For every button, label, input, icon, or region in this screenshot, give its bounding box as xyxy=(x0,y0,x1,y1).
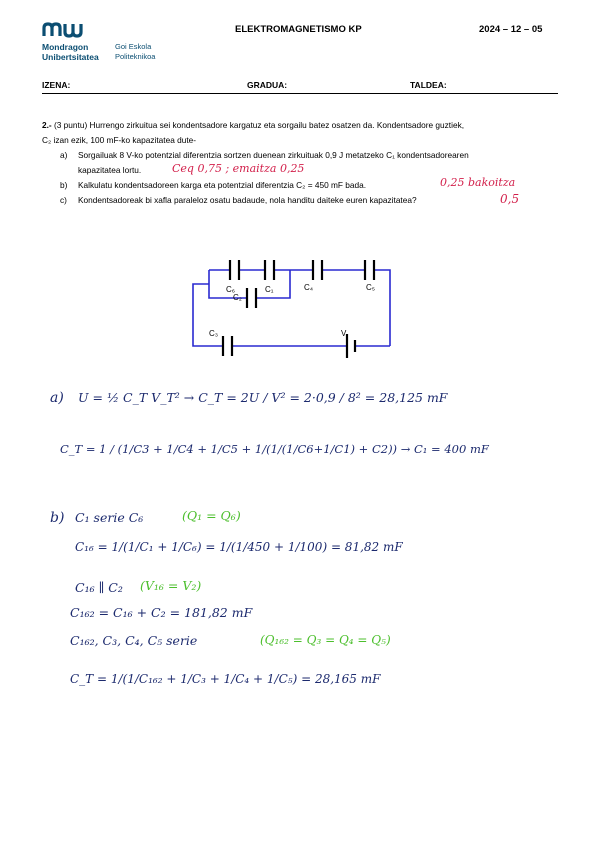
grade-field: GRADUA: xyxy=(247,80,288,90)
university-logo-icon xyxy=(42,22,88,38)
school-line-2: Politeknikoa xyxy=(115,52,156,61)
solution-b-line-5: C₁₆₂, C₃, C₄, C₅ serie xyxy=(70,633,198,648)
question-block xyxy=(42,118,562,148)
c5-label: C₅ xyxy=(366,283,375,292)
circuit-diagram xyxy=(185,230,400,365)
capacitor-plates xyxy=(223,260,374,358)
question-intro-line-2: C₂ izan ezik, 100 mF-ko kapazitatea dute- xyxy=(42,135,197,145)
exam-date: 2024 – 12 – 05 xyxy=(479,24,543,35)
item-b-text: Kalkulatu kondentsadoreen karga eta potentzial diferentzia C₂ = 450 mF bada. xyxy=(78,180,367,190)
name-field: IZENA: xyxy=(42,80,71,90)
grade-note-a: Ceq 0,75 ; emaitza 0,25 xyxy=(172,162,305,175)
solution-b-label: b) xyxy=(50,510,65,526)
solution-b-line-1: C₁ serie C₆ xyxy=(75,510,144,525)
item-a-text xyxy=(78,148,558,178)
school-name xyxy=(115,42,155,62)
school-line-1: Goi Eskola xyxy=(115,42,152,51)
grade-note-c: 0,5 xyxy=(500,192,520,206)
item-a-line-2: kapazitatea lortu. xyxy=(78,165,142,175)
exam-title: ELEKTROMAGNETISMO KP xyxy=(235,24,362,35)
logo-line-2: Unibertsitatea xyxy=(42,52,99,62)
v-label: V xyxy=(341,329,347,338)
logo-name xyxy=(42,42,99,62)
item-c-label: c) xyxy=(60,195,67,205)
solution-b-note-3: (V₁₆ = V₂) xyxy=(140,578,202,593)
solution-b-line-6: C_T = 1/(1/C₁₆₂ + 1/C₃ + 1/C₄ + 1/C₅) = 28,165 mF xyxy=(70,672,381,686)
item-a-line-1: Sorgailuak 8 V-ko potentzial diferentzia sortzen duenean zirkuituak 0,9 J metatzeko C₁ kondentsadorearen xyxy=(78,150,469,160)
solution-b-line-2: C₁₆ = 1/(1/C₁ + 1/C₆) = 1/(1/450 + 1/100) = 81,82 mF xyxy=(75,540,403,554)
solution-a-line-2: C_T = 1 / (1/C3 + 1/C4 + 1/C5 + 1/(1/(1/C6+1/C1) + C2)) → C₁ = 400 mF xyxy=(60,442,489,456)
solution-b-line-3: C₁₆ ∥ C₂ xyxy=(75,580,123,595)
question-number: 2.- xyxy=(42,120,52,130)
item-b-label: b) xyxy=(60,180,68,190)
item-a-label: a) xyxy=(60,150,68,160)
c2-label: C₂ xyxy=(233,293,242,302)
c3-label: C₃ xyxy=(209,329,219,338)
question-intro-line-1: (3 puntu) Hurrengo zirkuitua sei kondentsadore kargatuz eta sorgailu batez osatzen da. Kondentsadore guztiek, xyxy=(54,120,465,130)
group-field: TALDEA: xyxy=(410,80,447,90)
question-intro xyxy=(42,118,562,133)
solution-b-note-5: (Q₁₆₂ = Q₃ = Q₄ = Q₅) xyxy=(260,633,391,647)
grade-note-b: 0,25 bakoitza xyxy=(440,176,516,189)
logo-line-1: Mondragon xyxy=(42,42,89,52)
c4-label: C₄ xyxy=(304,283,314,292)
c6-label: C₆ xyxy=(226,285,236,294)
header-divider xyxy=(42,93,558,94)
c1-label: C₁ xyxy=(265,285,274,294)
circuit-wires xyxy=(193,270,390,346)
item-c-text: Kondentsadoreak bi xafla paraleloz osatu badaude, nola handitu daiteke euren kapazitatea? xyxy=(78,195,417,205)
solution-a-line-1: U = ½ C_T V_T² → C_T = 2U / V² = 2·0,9 / 8² = 28,125 mF xyxy=(78,390,448,405)
solution-b-line-4: C₁₆₂ = C₁₆ + C₂ = 181,82 mF xyxy=(70,605,253,620)
solution-b-note-1: (Q₁ = Q₆) xyxy=(182,508,241,523)
solution-a-label: a) xyxy=(50,390,64,406)
